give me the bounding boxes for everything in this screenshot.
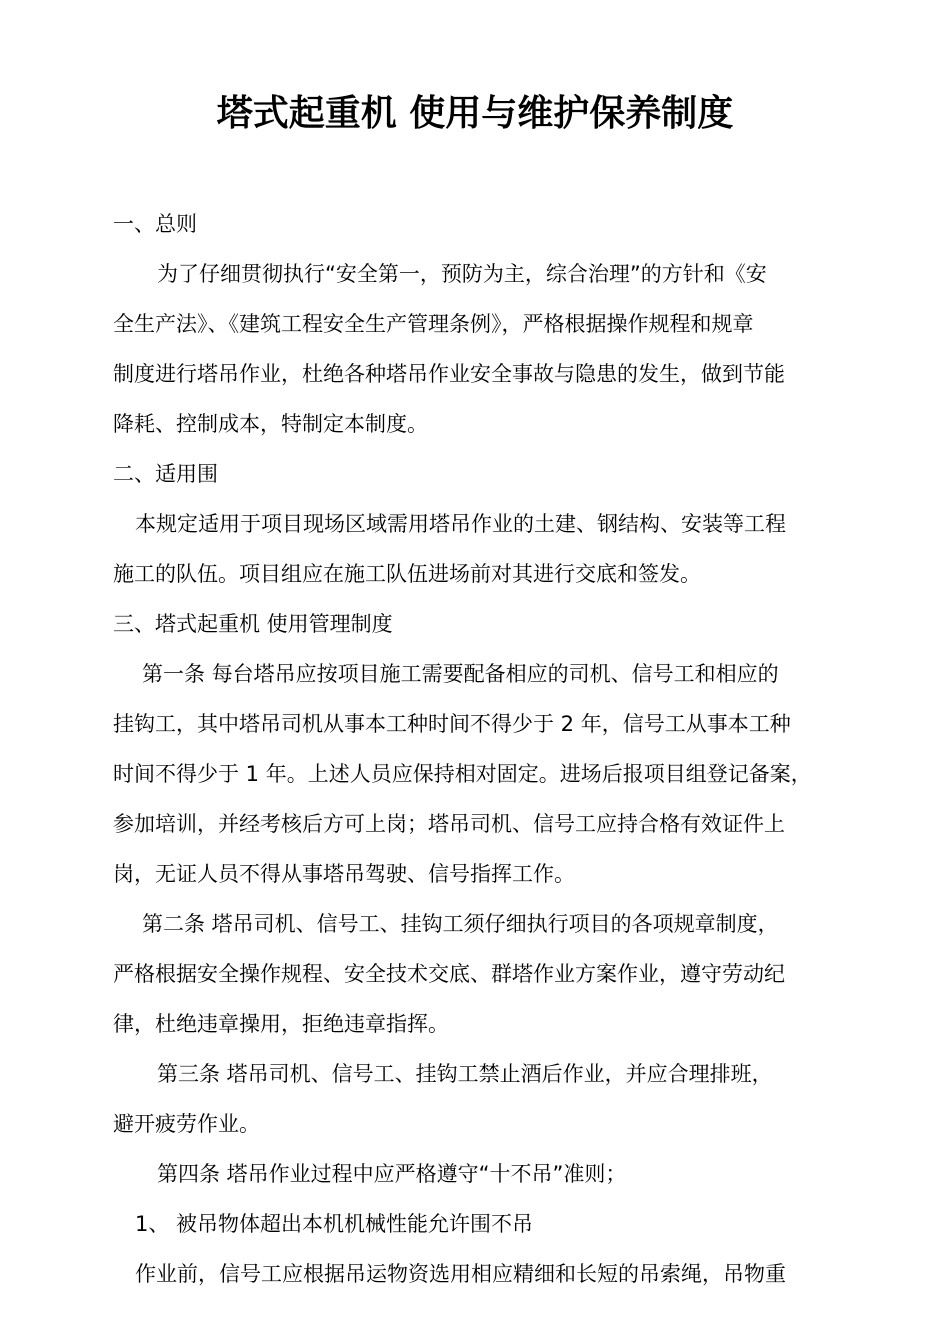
paragraph-line: 挂钩工，其中塔吊司机从事本工种时间不得少于 2 年，信号工从事本工种 [113,712,791,736]
section-heading-general: 一、总则 [113,212,197,236]
paragraph-line: 参加培训，并经考核后方可上岗；塔吊司机、信号工应持合格有效证件上 [113,812,785,836]
paragraph-line: 全生产法》、《建筑工程安全生产管理条例》，严格根据操作规程和规章 [113,312,754,336]
paragraph-line: 岗，无证人员不得从事塔吊驾驶、信号指挥工作。 [113,862,575,886]
section-heading-scope: 二、适用围 [113,462,218,486]
paragraph-line: 第三条 塔吊司机、信号工、挂钩工禁止酒后作业，并应合理排班， [157,1062,773,1086]
paragraph-line: 避开疲劳作业。 [113,1112,260,1136]
document-title: 塔式起重机 使用与维护保养制度 [216,93,734,134]
paragraph-line: 第一条 每台塔吊应按项目施工需要配备相应的司机、信号工和相应的 [142,662,779,686]
section-heading-management: 三、塔式起重机 使用管理制度 [113,612,393,636]
paragraph-line: 施工的队伍。项目组应在施工队伍进场前对其进行交底和签发。 [113,562,701,586]
paragraph-line: 作业前，信号工应根据吊运物资选用相应精细和长短的吊索绳，吊物重 [135,1262,786,1286]
paragraph-line: 时间不得少于 1 年。上述人员应保持相对固定。进场后报项目组登记备案， [113,762,812,786]
paragraph-line: 律，杜绝违章操用，拒绝违章指挥。 [113,1012,449,1036]
paragraph-line: 严格根据安全操作规程、安全技术交底、群塔作业方案作业，遵守劳动纪 [113,962,785,986]
paragraph-line: 第二条 塔吊司机、信号工、挂钩工须仔细执行项目的各项规章制度， [142,912,779,936]
paragraph-line: 本规定适用于项目现场区域需用塔吊作业的土建、钢结构、安装等工程 [135,512,786,536]
paragraph-line: 为了仔细贯彻执行“安全第一，预防为主，综合治理”的方针和《安 [157,262,767,286]
list-item: 1、 被吊物体超出本机机械性能允许围不吊 [135,1212,534,1236]
paragraph-line: 制度进行塔吊作业，杜绝各种塔吊作业安全事故与隐患的发生，做到节能 [113,362,785,386]
paragraph-line: 降耗、控制成本，特制定本制度。 [113,412,428,436]
paragraph-line: 第四条 塔吊作业过程中应严格遵守“十不吊”准则； [157,1162,627,1186]
